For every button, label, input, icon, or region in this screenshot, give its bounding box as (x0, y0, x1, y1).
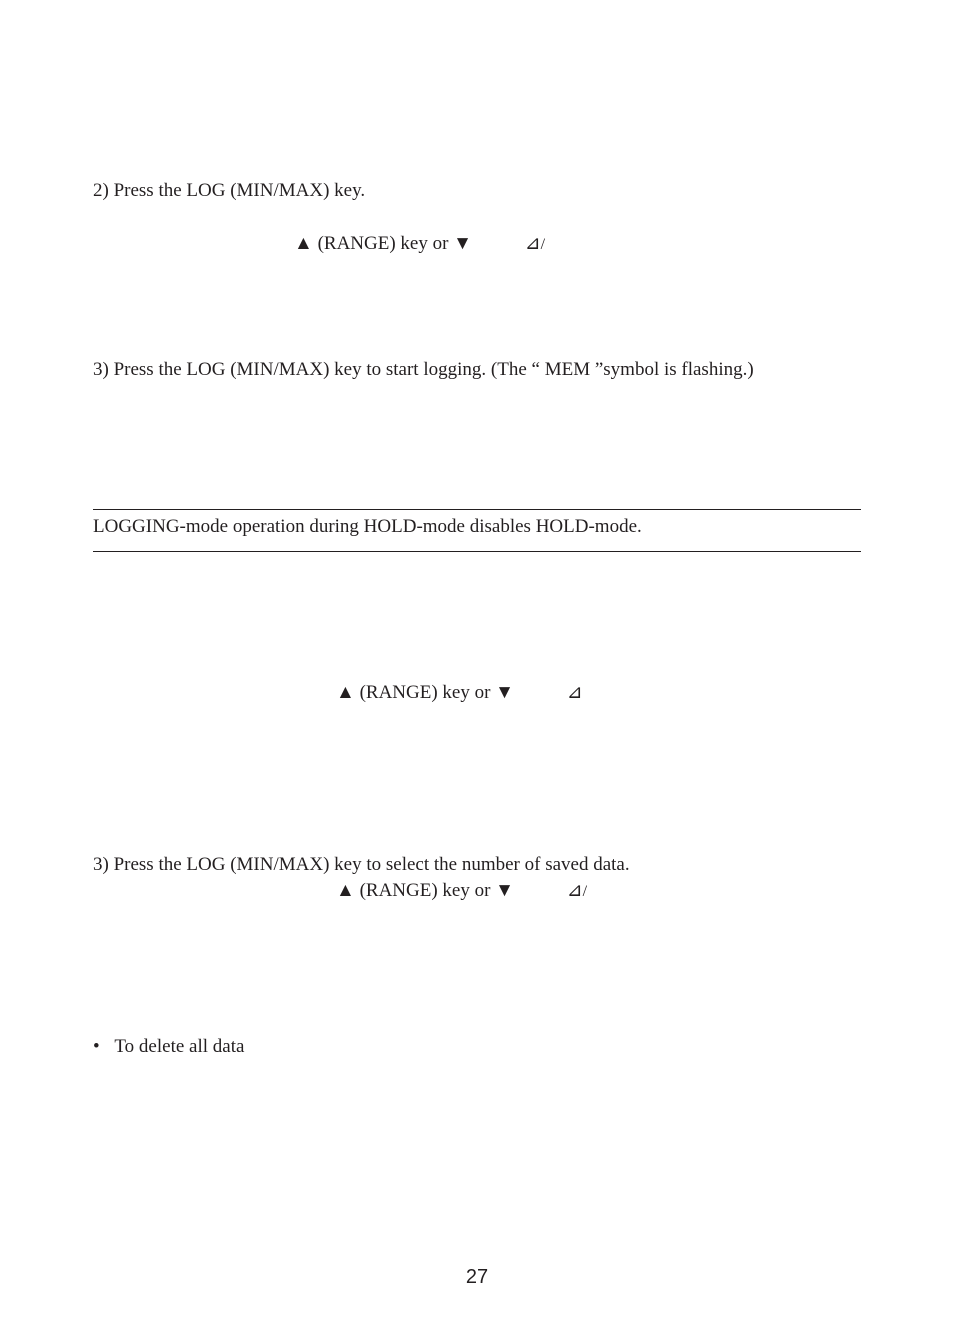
delta-icon: ⊿ (566, 682, 583, 703)
down-arrow-icon: ▼ (453, 233, 472, 254)
delta-icon: ⊿ (524, 233, 541, 254)
up-arrow-icon: ▲ (336, 682, 355, 703)
up-arrow-icon: ▲ (294, 233, 313, 254)
key-instruction-a (294, 233, 545, 256)
bullet-delete-all (93, 1036, 244, 1058)
key-instruction-c (336, 880, 587, 903)
step-3-select-saved (93, 854, 630, 876)
down-arrow-icon: ▼ (495, 880, 514, 901)
slash-text: / (540, 236, 546, 253)
delta-icon: ⊿ (566, 880, 583, 901)
step-2-press-log (93, 180, 365, 202)
note-bottom-divider (93, 551, 861, 552)
hold-mode-note (93, 516, 642, 538)
range-key-text: (RANGE) key or (359, 880, 491, 901)
delete-all-text: To delete all data (114, 1036, 245, 1057)
step-3-logging-text: 3) Press the LOG (MIN/MAX) key to start logging. (The “ MEM ”symbol is flashing.) (93, 359, 754, 380)
step-3-start-logging (93, 359, 754, 381)
note-top-divider (93, 509, 861, 510)
up-arrow-icon: ▲ (336, 880, 355, 901)
step-2-text: 2) Press the LOG (MIN/MAX) key. (93, 180, 366, 201)
down-arrow-icon: ▼ (495, 682, 514, 703)
slash-text: / (582, 883, 588, 900)
bullet-icon: • (93, 1036, 100, 1057)
range-key-text: (RANGE) key or (317, 233, 449, 254)
page-number: 27 (465, 1266, 489, 1288)
key-instruction-b (336, 682, 583, 704)
step-3-select-text: 3) Press the LOG (MIN/MAX) key to select the number of saved data. (93, 854, 630, 875)
hold-mode-note-text: LOGGING-mode operation during HOLD-mode disables HOLD-mode. (93, 516, 642, 537)
range-key-text: (RANGE) key or (359, 682, 491, 703)
